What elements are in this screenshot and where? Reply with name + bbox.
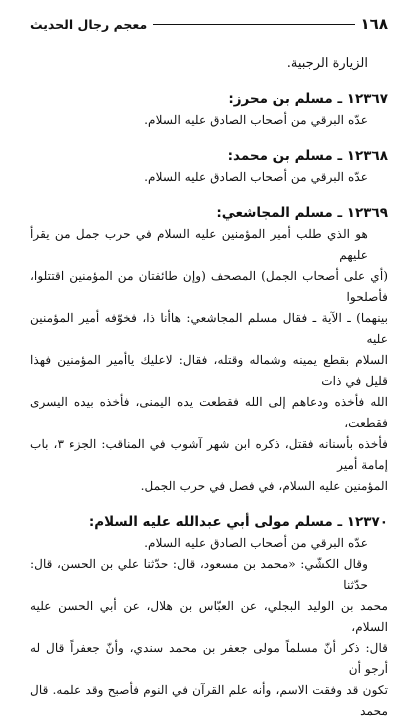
entry-text-line: (أي على أصحاب الجمل) المصحف (وإن طائفتان من المؤمنين اقتتلوا، فأصلحوا	[30, 269, 388, 304]
running-header	[30, 14, 388, 34]
entry-text-line: تكون قد وفقت الاسم، وأنه علم القرآن في النوم فأصبح وقد علمه. قال محمد	[30, 683, 388, 718]
entry-12369	[30, 202, 388, 497]
entry-text-line: الله فأخذه ودعاهم إلى الله فقطعت يده اليمنى، فأخذه بيده اليسرى فقطعت،	[30, 395, 388, 430]
entry-12368	[30, 145, 388, 188]
entry-text-line: قال: ذكر أنّ مسلماً مولى جعفر بن محمد سندي، وأنّ جعفراً قال له أرجو أن	[30, 641, 388, 676]
entry-text-line: وقال الكشّي: «محمد بن مسعود، قال: حدّثنا علي بن الحسن، قال: حدّثنا	[30, 557, 368, 592]
entry-heading: ١٢٣٦٩ ـ مسلم المجاشعي:	[216, 205, 388, 221]
entry-text-line: عدّه البرقي من أصحاب الصادق عليه السلام.	[144, 170, 368, 184]
header-rule	[153, 24, 354, 25]
page-body	[30, 54, 388, 722]
entry-text-line: السلام بقطع يمينه وشماله وقتله، فقال: لاعليك ياأمير المؤمنين فهذا قليل في ذات	[30, 353, 388, 388]
entry-heading: ١٢٣٦٧ ـ مسلم بن محرز:	[228, 91, 388, 107]
entry-heading: ١٢٣٧٠ ـ مسلم مولى أبي عبدالله عليه السلام:	[88, 514, 388, 530]
running-title: معجم رجال الحديث	[30, 16, 148, 32]
page-number: ١٦٨	[360, 15, 388, 33]
entry-12370	[30, 511, 388, 722]
continuation-line: الزيارة الرجبية.	[286, 56, 368, 71]
entry-text-line: المؤمنين عليه السلام، في فصل في حرب الجمل.	[140, 479, 388, 493]
entry-12367	[30, 88, 388, 131]
entry-text-line: عدّه البرقي من أصحاب الصادق عليه السلام.	[144, 113, 368, 127]
entry-text-line: محمد بن الوليد البجلي، عن العبّاس بن هلال، عن أبي الحسن عليه السلام،	[30, 599, 388, 634]
entry-text-line: هو الذي طلب أمير المؤمنين عليه السلام في حرب جمل من يقرأ عليهم	[30, 227, 368, 262]
entry-heading: ١٢٣٦٨ ـ مسلم بن محمد:	[227, 148, 388, 164]
entry-text-line: بينهما) ـ الآية ـ فقال مسلم المجاشعي: هاأنا ذا، فخوّفه أمير المؤمنين عليه	[30, 311, 388, 346]
entry-text-line: فأخذه بأسنانه فقتل، ذكره ابن شهر آشوب في المناقب: الجزء ٣، باب إمامة أمير	[30, 437, 388, 472]
entry-text-line: عدّه البرقي من أصحاب الصادق عليه السلام.	[144, 536, 368, 550]
